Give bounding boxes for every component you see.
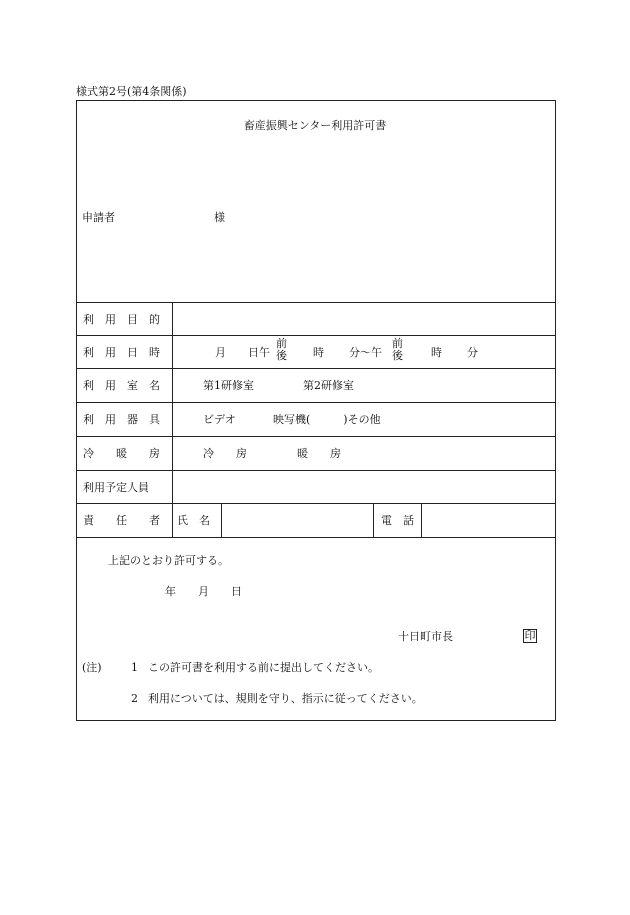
note-1-text: この許可書を利用する前に提出してください。 xyxy=(148,661,379,674)
manager-name-label: 氏 名 xyxy=(177,514,210,527)
row-divider xyxy=(76,402,556,403)
datetime-minute-end: 分 xyxy=(467,346,478,359)
aircon-option-heating[interactable]: 暖 房 xyxy=(297,447,341,460)
manager-label: 責 任 者 xyxy=(83,514,160,527)
datetime-day: 日午 xyxy=(248,346,270,359)
manager-phone-field[interactable] xyxy=(423,505,554,535)
row-divider xyxy=(76,436,556,437)
note-2-text: 利用については、規則を守り、指示に従ってください。 xyxy=(148,692,423,705)
room-label: 利 用 室 名 xyxy=(83,379,160,392)
people-label: 利用予定人員 xyxy=(83,481,149,494)
ampm-start-bottom: 後 xyxy=(276,349,287,362)
aircon-option-cooling[interactable]: 冷 房 xyxy=(203,447,247,460)
datetime-minute-range: 分〜午 xyxy=(349,346,382,359)
ampm-start-top: 前 xyxy=(276,337,287,350)
form-frame xyxy=(76,100,556,721)
name-label-divider xyxy=(221,503,222,537)
equipment-option-projector[interactable]: 映写機( )その他 xyxy=(273,413,381,426)
purpose-field[interactable] xyxy=(174,304,554,334)
equipment-label: 利 用 器 具 xyxy=(83,413,160,426)
datetime-hour-end: 時 xyxy=(431,346,442,359)
manager-name-field[interactable] xyxy=(223,505,371,535)
row-divider xyxy=(76,368,556,369)
purpose-label: 利 用 目 的 xyxy=(83,313,160,326)
seal-mark: 印 xyxy=(524,629,536,642)
people-field[interactable] xyxy=(174,472,554,502)
phone-label-left-divider xyxy=(373,503,374,537)
row-divider xyxy=(76,302,556,303)
phone-label-right-divider xyxy=(421,503,422,537)
applicant-label: 申請者 xyxy=(82,211,115,224)
datetime-month: 月 xyxy=(215,346,226,359)
issuer-name: 十日町市長 xyxy=(398,630,453,643)
room-option-2[interactable]: 第2研修室 xyxy=(303,379,354,392)
label-column-divider xyxy=(172,302,173,537)
note-2-number: 2 xyxy=(131,692,138,705)
datetime-ampm-start xyxy=(276,338,287,362)
ampm-end-bottom: 後 xyxy=(392,349,403,362)
document-title: 畜産振興センター利用許可書 xyxy=(243,119,387,132)
approval-statement: 上記のとおり許可する。 xyxy=(108,554,229,567)
form-number-label: 様式第2号(第4条関係) xyxy=(76,85,187,98)
room-option-1[interactable]: 第1研修室 xyxy=(203,379,254,392)
applicant-suffix: 様 xyxy=(214,211,225,224)
row-divider xyxy=(76,503,556,504)
manager-phone-label: 電 話 xyxy=(381,514,414,527)
approval-date: 年 月 日 xyxy=(165,585,242,598)
equipment-option-video[interactable]: ビデオ xyxy=(203,413,236,426)
row-divider xyxy=(76,335,556,336)
datetime-hour: 時 xyxy=(313,346,324,359)
row-divider xyxy=(76,470,556,471)
datetime-label: 利 用 日 時 xyxy=(83,346,160,359)
note-1-number: 1 xyxy=(131,661,138,674)
ampm-end-top: 前 xyxy=(392,337,403,350)
row-divider xyxy=(76,537,556,538)
aircon-label: 冷 暖 房 xyxy=(83,447,160,460)
datetime-ampm-end xyxy=(392,338,403,362)
note-prefix: (注) xyxy=(82,661,102,674)
